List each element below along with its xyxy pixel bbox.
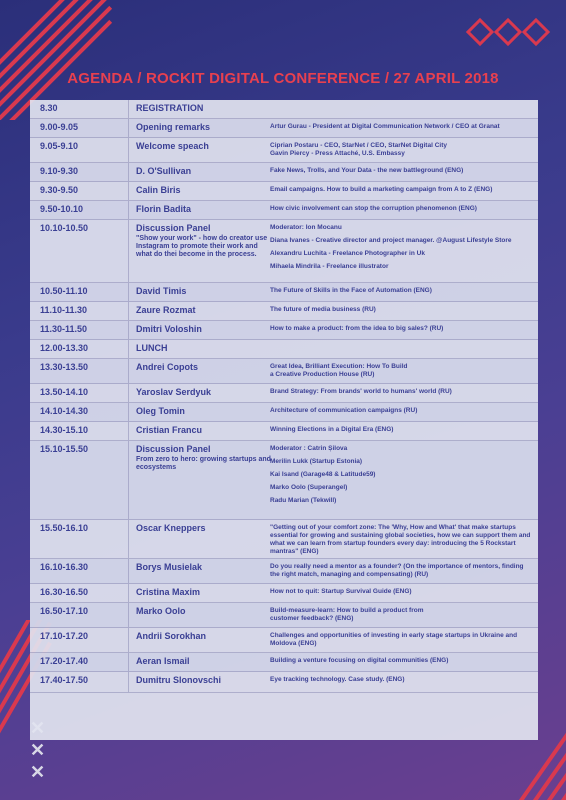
session-subtitle: From zero to hero: growing startups and ecosystems — [136, 456, 271, 471]
session-time: 11.30-11.50 — [40, 324, 88, 334]
session-detail-line: "Getting out of your comfort zone: The 'Why, How and What' that make startups essential for growing and sustaining global societies, how we can support them and what we can learn from startup founders every day: introducing the 5 Rockstart mantras" (ENG) — [270, 524, 531, 555]
session-title — [136, 523, 271, 534]
session-name: Calin Biris — [136, 185, 181, 195]
session-details — [270, 426, 535, 439]
session-time: 10.10-10.50 — [40, 223, 89, 233]
decorative-diamonds — [468, 22, 548, 42]
column-divider — [128, 220, 129, 282]
column-divider — [128, 321, 129, 339]
session-name: Yaroslav Serdyuk — [136, 387, 212, 397]
session-details — [270, 563, 535, 584]
session-title — [136, 223, 271, 259]
session-detail-line: Great Idea, Brilliant Execution: How To Build a Creative Production House (RU) — [270, 363, 408, 378]
column-divider — [128, 283, 129, 301]
session-details — [270, 123, 535, 136]
agenda-row — [30, 603, 538, 628]
session-time: 12.00-13.30 — [40, 343, 89, 353]
cross-icon: ✕ — [30, 740, 46, 760]
session-time: 14.10-14.30 — [40, 406, 89, 416]
agenda-row — [30, 201, 538, 220]
column-divider — [128, 163, 129, 181]
session-detail-line: Diana Ivanes - Creative director and project manager. @August Lifestyle Store — [270, 237, 512, 244]
session-details — [270, 306, 535, 319]
session-name: REGISTRATION — [136, 103, 204, 113]
session-details — [270, 224, 535, 276]
session-subtitle: "Show your work" - how do creator use Instagram to promote their work and what do thei become in the process. — [136, 235, 268, 258]
session-time: 9.30-9.50 — [40, 185, 79, 195]
cross-icon: ✕ — [30, 762, 46, 782]
session-detail-line: Brand Strategy: From brands' world to humans' world (RU) — [270, 388, 452, 395]
agenda-row — [30, 384, 538, 403]
session-details — [270, 524, 535, 561]
session-title — [136, 362, 271, 373]
session-detail-line: Merilin Lukk (Startup Estonia) — [270, 458, 363, 465]
session-time: 15.10-15.50 — [40, 444, 89, 454]
session-details — [270, 657, 535, 670]
session-time: 16.50-17.10 — [40, 606, 89, 616]
column-divider — [128, 340, 129, 358]
column-divider — [128, 603, 129, 627]
agenda-row — [30, 340, 538, 359]
session-title — [136, 185, 271, 196]
session-time: 13.50-14.10 — [40, 387, 89, 397]
session-name: Oscar Kneppers — [136, 523, 206, 533]
session-name: Andrii Sorokhan — [136, 631, 207, 641]
session-detail-line: How civic involvement can stop the corruption phenomenon (ENG) — [270, 205, 477, 212]
session-name: Cristina Maxim — [136, 587, 201, 597]
session-details — [270, 363, 535, 384]
session-details — [270, 325, 535, 338]
session-details — [270, 588, 535, 601]
session-title — [136, 204, 271, 215]
session-details — [270, 205, 535, 218]
agenda-row — [30, 283, 538, 302]
session-name: Discussion Panel — [136, 223, 211, 233]
session-detail-line: Challenges and opportunities of investing in early stage startups in Ukraine and Moldova (ENG) — [270, 632, 518, 647]
session-detail-line: Artur Gurau - President at Digital Communication Network / CEO at Granat — [270, 123, 500, 130]
session-title — [136, 675, 271, 686]
session-details — [270, 287, 535, 300]
agenda-row — [30, 520, 538, 559]
session-name: Oleg Tomin — [136, 406, 185, 416]
column-divider — [128, 302, 129, 320]
session-time: 9.00-9.05 — [40, 122, 79, 132]
column-divider — [128, 422, 129, 440]
session-detail-line: Mihaela Mindrila - Freelance illustrator — [270, 263, 389, 270]
session-name: Aeran Ismail — [136, 656, 190, 666]
session-detail-line: The Future of Skills in the Face of Automation (ENG) — [270, 287, 432, 294]
agenda-row — [30, 100, 538, 119]
session-detail-line: How to make a product: from the idea to big sales? (RU) — [270, 325, 444, 332]
agenda-row — [30, 182, 538, 201]
session-detail-line: Moderator: Ion Mocanu — [270, 224, 342, 231]
agenda-row — [30, 672, 538, 693]
session-name: David Timis — [136, 286, 187, 296]
session-detail-line: Marko Oolo (Superangel) — [270, 484, 348, 491]
session-title — [136, 631, 271, 642]
agenda-row — [30, 584, 538, 603]
session-title — [136, 103, 271, 114]
agenda-title: AGENDA / ROCKIT DIGITAL CONFERENCE / 27 APRIL 2018 — [67, 70, 499, 87]
session-time: 17.40-17.50 — [40, 675, 89, 685]
session-title — [136, 343, 271, 354]
session-detail-line: Winning Elections in a Digital Era (ENG) — [270, 426, 394, 433]
session-time: 9.10-9.30 — [40, 166, 79, 176]
session-name: Dmitri Voloshin — [136, 324, 202, 334]
agenda-row — [30, 559, 538, 584]
session-title — [136, 166, 271, 177]
column-divider — [128, 138, 129, 162]
session-name: Andrei Copots — [136, 362, 198, 372]
session-time: 9.05-9.10 — [40, 141, 79, 151]
column-divider — [128, 441, 129, 519]
diamond-icon — [522, 18, 550, 46]
session-name: Dumitru Slonovschi — [136, 675, 222, 685]
session-details — [270, 186, 535, 199]
session-time: 10.50-11.10 — [40, 286, 88, 296]
session-detail-line: How not to quit: Startup Survival Guide (ENG) — [270, 588, 412, 595]
session-name: Borys Musielak — [136, 562, 203, 572]
agenda-row — [30, 163, 538, 182]
session-title — [136, 656, 271, 667]
session-details — [270, 167, 535, 180]
agenda-row — [30, 220, 538, 283]
column-divider — [128, 653, 129, 671]
session-title — [136, 141, 271, 152]
column-divider — [128, 559, 129, 583]
agenda-row — [30, 138, 538, 163]
column-divider — [128, 119, 129, 137]
agenda-row — [30, 403, 538, 422]
session-details — [270, 142, 535, 163]
session-title — [136, 606, 271, 617]
column-divider — [128, 403, 129, 421]
session-name: Cristian Francu — [136, 425, 203, 435]
session-detail-line: Building a venture focusing on digital communities (ENG) — [270, 657, 449, 664]
column-divider — [128, 100, 129, 118]
session-time: 9.50-10.10 — [40, 204, 84, 214]
agenda-row — [30, 422, 538, 441]
session-title — [136, 305, 271, 316]
agenda-row — [30, 628, 538, 653]
column-divider — [128, 672, 129, 692]
agenda-row — [30, 441, 538, 520]
agenda-row — [30, 359, 538, 384]
session-name: Opening remarks — [136, 122, 211, 132]
column-divider — [128, 584, 129, 602]
agenda-row — [30, 302, 538, 321]
session-detail-line: The future of media business (RU) — [270, 306, 376, 313]
session-title — [136, 324, 271, 335]
session-detail-line: Build-measure-learn: How to build a product from customer feedback? (ENG) — [270, 607, 424, 622]
session-details — [270, 632, 535, 653]
session-detail-line: Radu Marian (Tekwill) — [270, 497, 337, 504]
session-detail-line: Ciprian Postaru - CEO, StarNet / CEO, StarNet Digital City Gavin Piercy - Press Attaché, U.S. Embassy — [270, 142, 447, 157]
session-name: Zaure Rozmat — [136, 305, 196, 315]
column-divider — [128, 359, 129, 383]
session-details — [270, 607, 535, 628]
session-detail-line: Eye tracking technology. Case study. (ENG) — [270, 676, 405, 683]
agenda-row — [30, 653, 538, 672]
session-details — [270, 676, 535, 689]
session-details — [270, 388, 535, 401]
session-title — [136, 587, 271, 598]
session-title — [136, 444, 271, 472]
session-name: Discussion Panel — [136, 444, 211, 454]
column-divider — [128, 628, 129, 652]
session-time: 11.10-11.30 — [40, 305, 88, 315]
session-time: 16.10-16.30 — [40, 562, 89, 572]
session-details — [270, 407, 535, 420]
diamond-icon — [466, 18, 494, 46]
column-divider — [128, 201, 129, 219]
session-detail-line: Email campaigns. How to build a marketing campaign from A to Z (ENG) — [270, 186, 493, 193]
session-time: 17.20-17.40 — [40, 656, 89, 666]
session-details — [270, 445, 535, 510]
session-detail-line: Kai Isand (Garage48 & Latitude59) — [270, 471, 376, 478]
session-detail-line: Fake News, Trolls, and Your Data - the new battleground (ENG) — [270, 167, 464, 174]
session-name: Marko Oolo — [136, 606, 186, 616]
session-title — [136, 406, 271, 417]
session-name: Florin Badita — [136, 204, 192, 214]
session-detail-line: Moderator : Catrin Șilova — [270, 445, 348, 452]
session-title — [136, 122, 271, 133]
agenda-table — [30, 100, 538, 740]
session-title — [136, 387, 271, 398]
session-title — [136, 425, 271, 436]
column-divider — [128, 520, 129, 558]
session-detail-line: Do you really need a mentor as a founder? (On the importance of mentors, finding the right match, managing and compensating) (RU) — [270, 563, 524, 578]
session-time: 15.50-16.10 — [40, 523, 89, 533]
session-title — [136, 562, 271, 573]
session-name: D. O'Sullivan — [136, 166, 192, 176]
diamond-icon — [494, 18, 522, 46]
session-title — [136, 286, 271, 297]
session-detail-line: Alexandru Luchita - Freelance Photographer in Uk — [270, 250, 425, 257]
agenda-row — [30, 119, 538, 138]
session-name: LUNCH — [136, 343, 168, 353]
session-time: 17.10-17.20 — [40, 631, 89, 641]
session-time: 16.30-16.50 — [40, 587, 89, 597]
session-name: Welcome speach — [136, 141, 209, 151]
session-time: 14.30-15.10 — [40, 425, 89, 435]
session-detail-line: Architecture of communication campaigns (RU) — [270, 407, 418, 414]
session-time: 13.30-13.50 — [40, 362, 89, 372]
column-divider — [128, 182, 129, 200]
column-divider — [128, 384, 129, 402]
session-time: 8.30 — [40, 103, 58, 113]
agenda-row — [30, 321, 538, 340]
